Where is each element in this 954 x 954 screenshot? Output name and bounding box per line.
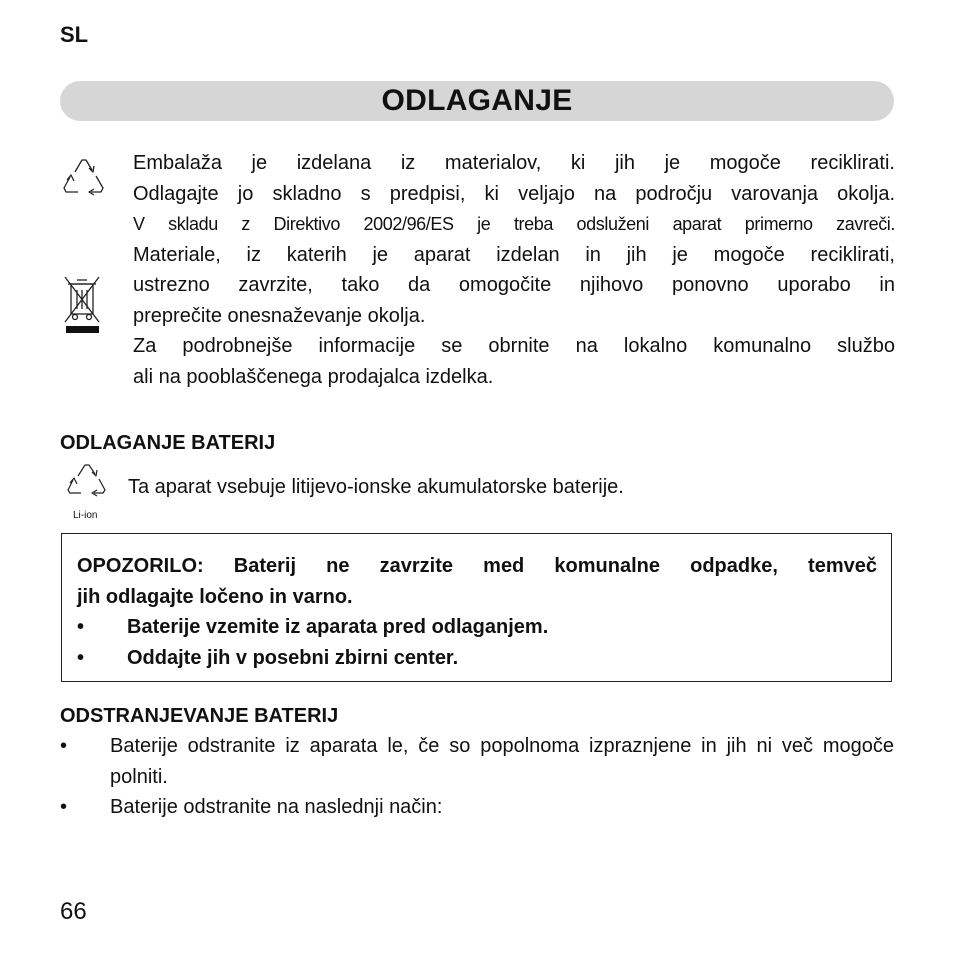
info-text-line: Za podrobnejše informacije se obrnite na lokalno komunalno službo — [133, 335, 895, 357]
warning-box — [61, 533, 892, 682]
materials-text-line: Materiale, iz katerih je aparat izdelan in jih je mogoče reciklirati, — [133, 243, 895, 266]
li-ion-recycle-icon — [60, 462, 114, 521]
crossed-bin-icon — [62, 274, 102, 336]
battery-contents-text: Ta aparat vsebuje litijevo-ionske akumulatorske baterije. — [128, 476, 624, 498]
section-title-bar — [60, 81, 894, 121]
battery-disposal-heading: ODLAGANJE BATERIJ — [60, 432, 276, 454]
bullet-marker: • — [77, 616, 85, 638]
directive-text-line: V skladu z Direktivo 2002/96/ES je treba odsluženi aparat primerno zavreči. — [133, 214, 895, 234]
list-item — [60, 731, 894, 792]
list-item — [60, 792, 894, 823]
li-ion-label: Li-ion — [73, 510, 98, 521]
warning-bullet-item — [77, 612, 877, 643]
warning-bullet-text: Baterije vzemite iz aparata pred odlaganjem. — [127, 616, 549, 638]
warning-bullet-text: Oddajte jih v posebni zbirni center. — [127, 646, 459, 669]
recycle-icon — [58, 156, 110, 202]
packaging-text-line: Embalaža je izdelana iz materialov, ki jih je mogoče reciklirati. — [133, 152, 895, 174]
bullet-marker: • — [60, 735, 68, 757]
materials-text-line: ustrezno zavrzite, tako da omogočite njihovo ponovno uporabo in — [133, 274, 895, 296]
page-number: 66 — [60, 898, 87, 925]
list-item-text: Baterije odstranite iz aparata le, če so popolnoma izpraznjene in jih ni več mogoče polniti. — [110, 735, 894, 788]
language-code: SL — [60, 22, 89, 47]
page-title: ODLAGANJE — [381, 84, 573, 117]
disposal-intro — [133, 148, 895, 392]
materials-text-line: preprečite onesnaževanje okolja. — [133, 304, 426, 327]
bullet-marker: • — [77, 646, 85, 669]
warning-bullet-item — [77, 643, 877, 674]
bullet-marker: • — [60, 796, 68, 818]
warning-text-line: jih odlagajte ločeno in varno. — [77, 585, 353, 608]
list-item-text: Baterije odstranite na naslednji način: — [110, 796, 443, 818]
warning-text-line: OPOZORILO: Baterij ne zavrzite med komunalne odpadke, temveč — [77, 555, 877, 577]
packaging-text-line: Odlagajte jo skladno s predpisi, ki veljajo na področju varovanja okolja. — [133, 182, 895, 205]
battery-removal-list — [60, 731, 894, 823]
info-text-line: ali na pooblaščenega prodajalca izdelka. — [133, 365, 494, 388]
battery-removal-heading: ODSTRANJEVANJE BATERIJ — [60, 705, 339, 727]
